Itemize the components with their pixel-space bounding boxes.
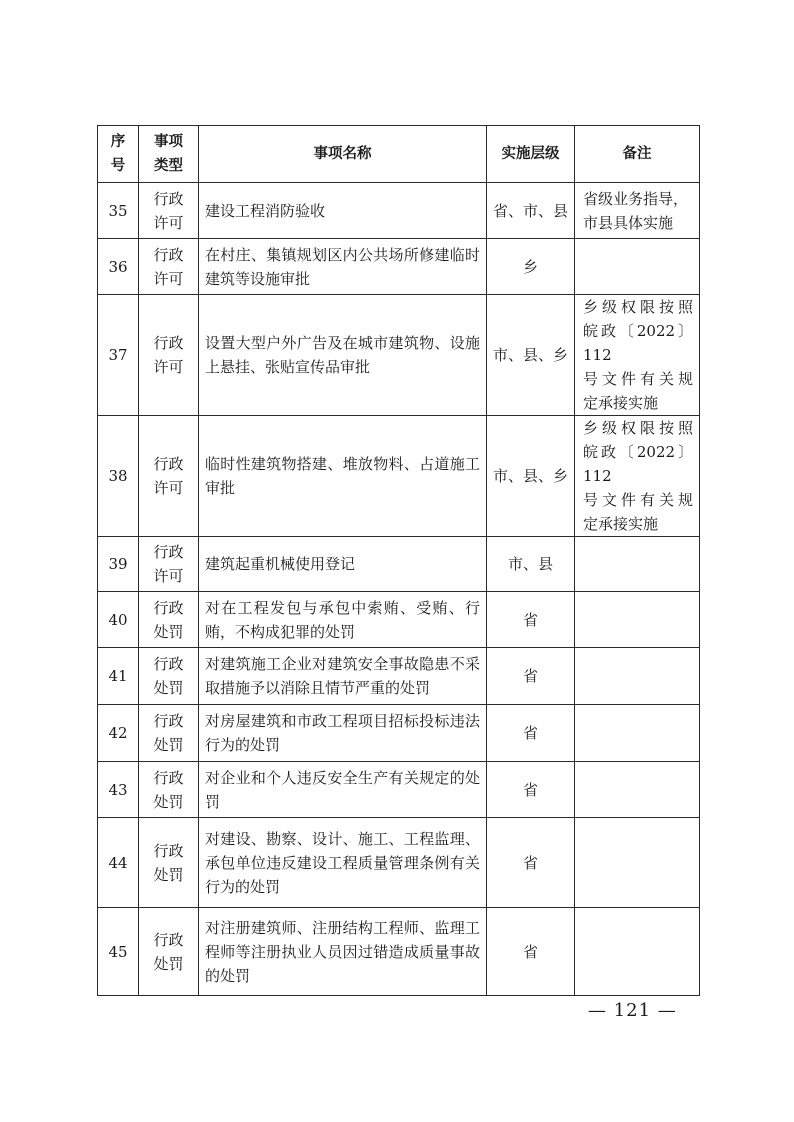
cell-name: 对建设、勘察、设计、施工、工程监理、承包单位违反建设工程质量管理条例有关行为的处罚 (199, 818, 487, 908)
table-body (98, 183, 700, 996)
cell-name: 建设工程消防验收 (199, 183, 487, 239)
header-num-line: 号 (110, 158, 126, 174)
cell-level: 省 (487, 818, 575, 908)
cell-level: 省 (487, 648, 575, 705)
page-number: — 121 — (588, 1000, 677, 1021)
cell-type-line: 行政 (153, 712, 184, 730)
cell-note-line: 乡级权限按照 (583, 419, 693, 437)
cell-note-line: 号文件有关规 (583, 370, 693, 388)
cell-type-line: 行政 (153, 455, 184, 473)
cell-type (139, 295, 199, 416)
cell-level: 乡 (487, 239, 575, 295)
cell-note-line: 市县具体实施 (583, 213, 674, 232)
cell-type-line: 许可 (153, 358, 184, 376)
cell-note (575, 592, 700, 648)
cell-type (139, 908, 199, 996)
cell-note-line: 乡级权限按照 (583, 298, 693, 316)
cell-type-line: 行政 (153, 543, 184, 561)
cell-num: 40 (98, 592, 139, 648)
cell-type-line: 许可 (153, 567, 184, 585)
cell-num: 42 (98, 705, 139, 762)
table-row (98, 705, 700, 762)
cell-note (575, 416, 700, 537)
cell-type-line: 行政 (153, 334, 184, 352)
cell-note-line: 省级业务指导， (583, 189, 689, 208)
cell-level: 市、县、乡 (487, 295, 575, 416)
cell-type-line: 行政 (153, 841, 184, 860)
cell-level: 省 (487, 592, 575, 648)
cell-name: 对在工程发包与承包中索贿、受贿、行贿，不构成犯罪的处罚 (199, 592, 487, 648)
items-table (97, 125, 700, 996)
header-name: 事项名称 (199, 126, 487, 183)
cell-level: 市、县、乡 (487, 416, 575, 537)
cell-type-line: 行政 (153, 768, 184, 787)
cell-type (139, 183, 199, 239)
header-note: 备注 (575, 126, 700, 183)
header-level: 实施层级 (487, 126, 575, 183)
cell-note-line: 皖政〔2022〕112 (583, 322, 693, 364)
cell-type-line: 处罚 (153, 736, 184, 754)
header-num (98, 126, 139, 183)
cell-type (139, 818, 199, 908)
cell-type-line: 许可 (153, 269, 184, 288)
cell-name: 设置大型户外广告及在城市建筑物、设施上悬挂、张贴宣传品审批 (199, 295, 487, 416)
cell-note (575, 537, 700, 592)
cell-level: 省 (487, 705, 575, 762)
cell-note (575, 908, 700, 996)
cell-type-line: 行政 (153, 655, 184, 673)
cell-note (575, 239, 700, 295)
cell-num: 44 (98, 818, 139, 908)
cell-note (575, 762, 700, 818)
table-row (98, 762, 700, 818)
cell-type-line: 行政 (153, 930, 184, 949)
table-row (98, 537, 700, 592)
header-type-line: 类型 (154, 158, 183, 174)
cell-note-line: 定承接实施 (583, 515, 659, 533)
cell-type-line: 处罚 (153, 954, 184, 973)
table-row (98, 592, 700, 648)
cell-num: 45 (98, 908, 139, 996)
cell-level: 省、市、县 (487, 183, 575, 239)
cell-num: 41 (98, 648, 139, 705)
cell-note (575, 648, 700, 705)
cell-num: 35 (98, 183, 139, 239)
cell-level: 省 (487, 908, 575, 996)
table-row (98, 908, 700, 996)
cell-note-line: 皖政〔2022〕112 (583, 443, 693, 485)
cell-note (575, 818, 700, 908)
cell-type-line: 行政 (153, 189, 184, 208)
cell-type (139, 592, 199, 648)
table-row (98, 648, 700, 705)
cell-level: 省 (487, 762, 575, 818)
cell-type (139, 648, 199, 705)
cell-type-line: 处罚 (153, 792, 184, 811)
table-row (98, 183, 700, 239)
header-num-line: 序 (110, 134, 126, 150)
table-header-row (98, 126, 700, 183)
header-type-line: 事项 (154, 134, 183, 150)
cell-type-line: 许可 (153, 213, 184, 232)
cell-note (575, 705, 700, 762)
cell-num: 37 (98, 295, 139, 416)
header-type (139, 126, 199, 183)
cell-note (575, 183, 700, 239)
cell-name: 在村庄、集镇规划区内公共场所修建临时建筑等设施审批 (199, 239, 487, 295)
cell-name: 对房屋建筑和市政工程项目招标投标违法行为的处罚 (199, 705, 487, 762)
cell-name: 对企业和个人违反安全生产有关规定的处罚 (199, 762, 487, 818)
cell-note-line: 号文件有关规 (583, 491, 693, 509)
cell-note-line: 定承接实施 (583, 394, 659, 412)
cell-type (139, 762, 199, 818)
table-row (98, 818, 700, 908)
cell-name: 对注册建筑师、注册结构工程师、监理工程师等注册执业人员因过错造成质量事故的处罚 (199, 908, 487, 996)
table-row (98, 239, 700, 295)
cell-type-line: 处罚 (153, 865, 184, 884)
cell-num: 39 (98, 537, 139, 592)
cell-type-line: 处罚 (153, 622, 184, 641)
cell-type-line: 行政 (153, 598, 184, 617)
table-row (98, 416, 700, 537)
cell-name: 对建筑施工企业对建筑安全事故隐患不采取措施予以消除且情节严重的处罚 (199, 648, 487, 705)
cell-note (575, 295, 700, 416)
cell-num: 36 (98, 239, 139, 295)
cell-type (139, 416, 199, 537)
cell-num: 43 (98, 762, 139, 818)
cell-type-line: 许可 (153, 479, 184, 497)
cell-name: 建筑起重机械使用登记 (199, 537, 487, 592)
cell-type (139, 239, 199, 295)
cell-type-line: 处罚 (153, 679, 184, 697)
table-row (98, 295, 700, 416)
cell-name: 临时性建筑物搭建、堆放物料、占道施工审批 (199, 416, 487, 537)
cell-type (139, 705, 199, 762)
cell-num: 38 (98, 416, 139, 537)
cell-type (139, 537, 199, 592)
cell-type-line: 行政 (153, 245, 184, 264)
cell-level: 市、县 (487, 537, 575, 592)
